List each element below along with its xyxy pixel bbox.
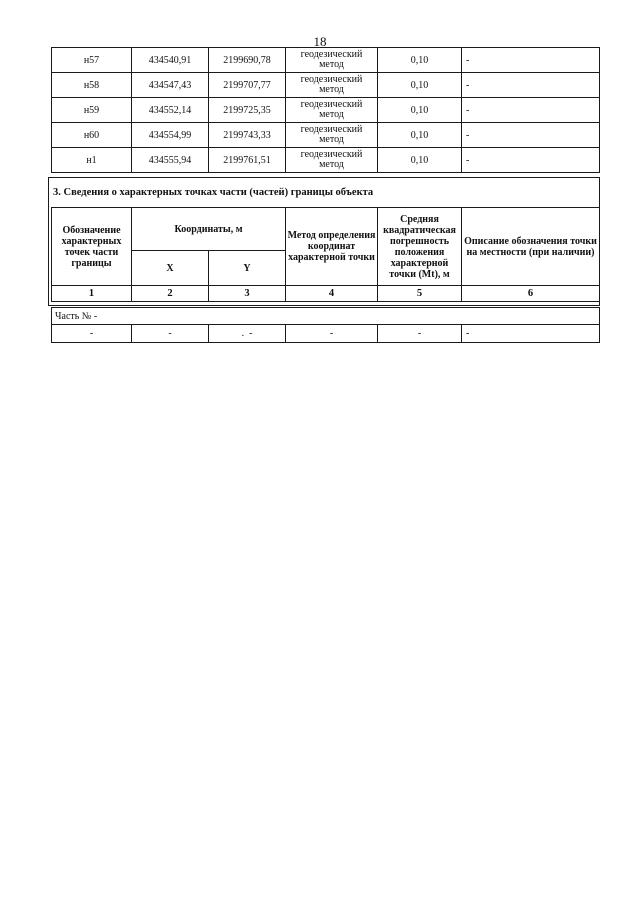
- page-number: 18: [313, 34, 327, 49]
- x-cell: 434552,14: [132, 98, 209, 123]
- header-method: Метод определения координат характерной точки: [286, 208, 378, 286]
- column-number: 5: [378, 286, 462, 302]
- header-coordinates: Координаты, м: [132, 208, 286, 251]
- method-line: геодезический: [300, 99, 363, 110]
- x-cell-mark: .: [241, 328, 245, 339]
- description-cell: -: [462, 73, 600, 98]
- header-y: Y: [209, 251, 286, 286]
- column-number: 1: [52, 286, 132, 302]
- y-cell: 2199690,78: [209, 48, 286, 73]
- method-line: метод: [319, 59, 344, 70]
- method-line: геодезический: [300, 149, 363, 160]
- method-line: метод: [319, 159, 344, 170]
- x-cell: 434555,94: [132, 148, 209, 173]
- accuracy-cell: 0,10: [378, 73, 462, 98]
- method-cell: [286, 73, 378, 98]
- empty-cell: -: [249, 328, 253, 339]
- y-cell: 2199707,77: [209, 73, 286, 98]
- accuracy-cell: 0,10: [378, 148, 462, 173]
- method-line: метод: [319, 134, 344, 145]
- empty-cell: -: [52, 325, 132, 343]
- empty-cell: -: [462, 325, 600, 343]
- method-line: метод: [319, 109, 344, 120]
- accuracy-cell: 0,10: [378, 98, 462, 123]
- point-cell: н60: [52, 123, 132, 148]
- header-accuracy: Средняя квадратическая погрешность положения характерной точки (Mt), м: [378, 208, 462, 286]
- part-table: [51, 307, 600, 343]
- empty-cell-y: [209, 325, 286, 343]
- column-number: 3: [209, 286, 286, 302]
- x-cell: 434554,99: [132, 123, 209, 148]
- section-3-title: 3. Сведения о характерных точках части (частей) границы объекта: [53, 187, 374, 198]
- point-cell: н1: [52, 148, 132, 173]
- header-description: Описание обозначения точки на местности (при наличии): [462, 208, 600, 286]
- coordinate-row: [52, 73, 600, 98]
- empty-cell: -: [132, 325, 209, 343]
- coordinate-row: [52, 123, 600, 148]
- description-cell: -: [462, 123, 600, 148]
- coordinate-row: [52, 148, 600, 173]
- empty-cell: -: [378, 325, 462, 343]
- point-cell: н59: [52, 98, 132, 123]
- description-cell: -: [462, 148, 600, 173]
- y-cell: 2199743,33: [209, 123, 286, 148]
- column-number: 4: [286, 286, 378, 302]
- coordinates-table: [51, 47, 600, 173]
- description-cell: -: [462, 48, 600, 73]
- method-cell: [286, 98, 378, 123]
- accuracy-cell: 0,10: [378, 48, 462, 73]
- method-line: геодезический: [300, 124, 363, 135]
- method-cell: [286, 123, 378, 148]
- accuracy-cell: 0,10: [378, 123, 462, 148]
- description-cell: -: [462, 98, 600, 123]
- part-label: Часть № -: [52, 308, 600, 325]
- section-3-table: [51, 207, 600, 302]
- coordinate-row: [52, 98, 600, 123]
- method-cell: [286, 48, 378, 73]
- column-number: 6: [462, 286, 600, 302]
- y-cell: 2199761,51: [209, 148, 286, 173]
- coordinate-row: [52, 48, 600, 73]
- point-cell: н58: [52, 73, 132, 98]
- header-designation: Обозначение характерных точек части границы: [52, 208, 132, 286]
- empty-cell: -: [286, 325, 378, 343]
- header-x: X: [132, 251, 209, 286]
- y-cell: 2199725,35: [209, 98, 286, 123]
- method-line: метод: [319, 84, 344, 95]
- column-number: 2: [132, 286, 209, 302]
- method-line: геодезический: [300, 74, 363, 85]
- x-cell: 434540,91: [132, 48, 209, 73]
- x-cell: 434547,43: [132, 73, 209, 98]
- method-line: геодезический: [300, 49, 363, 60]
- method-cell: [286, 148, 378, 173]
- point-cell: н57: [52, 48, 132, 73]
